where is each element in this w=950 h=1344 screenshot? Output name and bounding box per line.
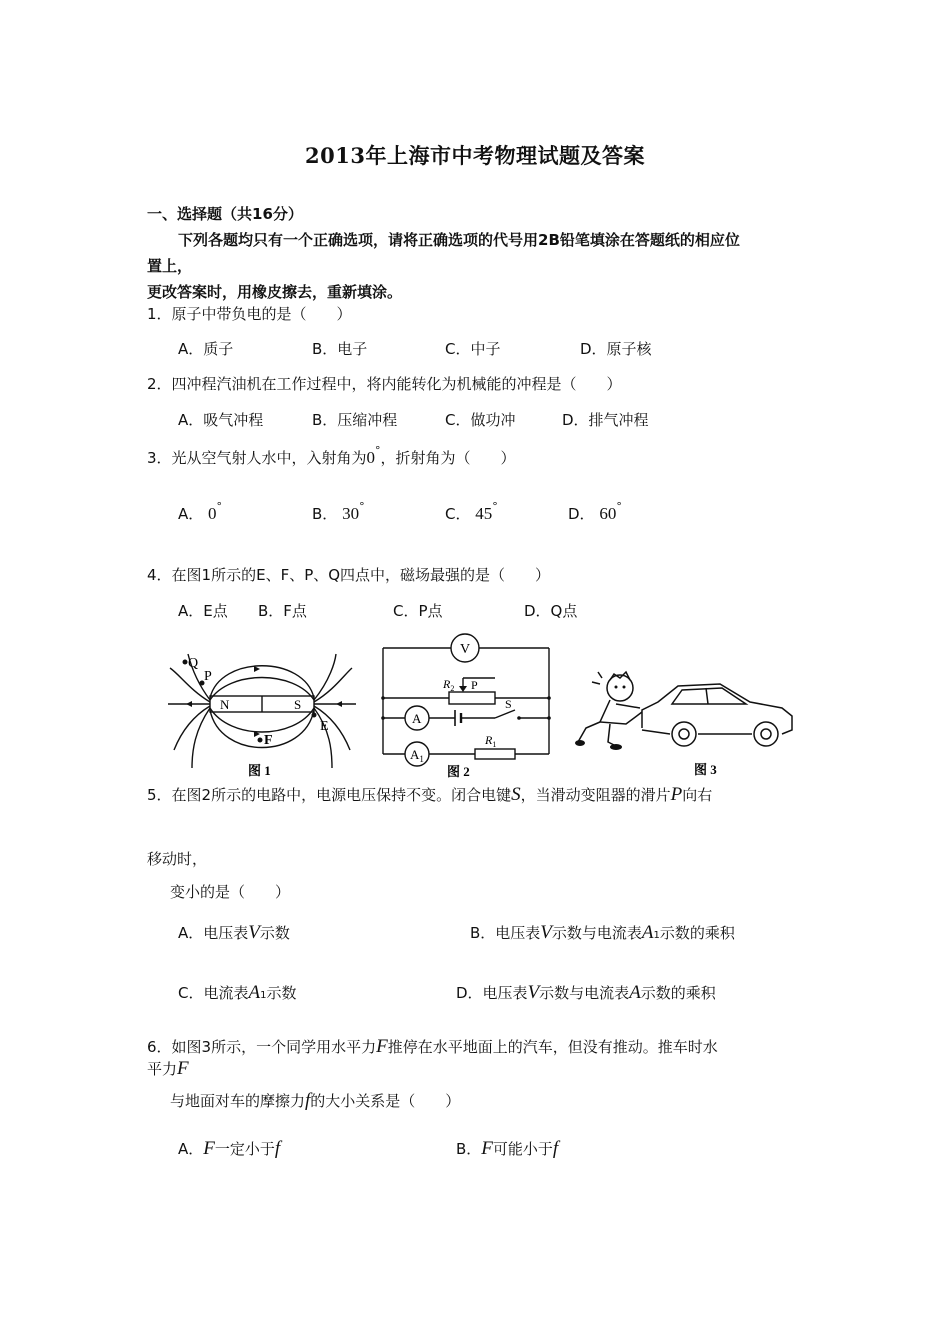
q1-option-c[interactable]: C．中子 <box>445 340 501 358</box>
q4-stem: 4．在图1所示的E、F、P、Q四点中，磁场最强的是（ ） <box>147 566 551 584</box>
q4-option-d[interactable]: D．Q点 <box>524 602 578 620</box>
point-q-dot <box>183 660 188 665</box>
switch-s <box>495 710 515 718</box>
ammeter-a1-label: $A_1$ <box>410 747 424 764</box>
q2-option-d[interactable]: D．排气冲程 <box>562 411 649 429</box>
car-wheel-rear <box>754 722 778 746</box>
q4-option-b[interactable]: B．F点 <box>258 602 307 620</box>
switch-s-label: S <box>505 697 512 711</box>
q2-stem: 2．四冲程汽油机在工作过程中，将内能转化为机械能的冲程是（ ） <box>147 375 622 393</box>
q3-option-b[interactable]: B． 30° <box>312 500 365 523</box>
q5-option-d[interactable]: D．电压表V示数与电流表A示数的乘积 <box>456 982 716 1003</box>
q3-option-d[interactable]: D． 60° <box>568 500 622 523</box>
q3-option-c[interactable]: C． 45° <box>445 500 498 523</box>
degree-symbol: ° <box>375 444 381 457</box>
q5-stem-line-2: 移动时， <box>147 850 208 868</box>
q5-option-b[interactable]: B．电压表V示数与电流表A1示数的乘积 <box>470 922 735 943</box>
ammeter-a-label: A <box>412 711 422 726</box>
q4-option-c[interactable]: C．P点 <box>393 602 443 620</box>
resistor-r1 <box>475 749 515 759</box>
figure-1-magnet <box>160 650 360 780</box>
figure-3-caption: 图 3 <box>694 762 717 777</box>
figure-3-push-car <box>570 650 800 780</box>
instruction-line-3: 更改答案时，用橡皮擦去，重新填涂。 <box>147 283 403 301</box>
q2-option-b[interactable]: B．压缩冲程 <box>312 411 398 429</box>
q3-stem: 3．光从空气射人水中，入射角为0°，折射角为（ ） <box>147 444 516 467</box>
car-wheel-front <box>672 722 696 746</box>
label-p: P <box>204 669 212 684</box>
point-e-dot <box>312 713 317 718</box>
q6-stem-line-2: 平力F <box>147 1058 189 1079</box>
resistor-r2 <box>449 692 495 704</box>
slider-p-label: P <box>471 678 478 692</box>
q5-option-a[interactable]: A．电压表V示数 <box>178 922 290 943</box>
label-e: E <box>320 719 329 734</box>
label-q: Q <box>188 656 199 671</box>
q1-stem: 1．原子中带负电的是（ ） <box>147 305 352 323</box>
voltmeter-label: V <box>460 642 471 657</box>
instruction-line-1: 下列各题均只有一个正确选项，请将正确选项的代号用2B铅笔填涂在答题纸的相应位 <box>178 231 740 249</box>
label-s: S <box>294 697 302 712</box>
car-body <box>642 684 792 734</box>
page-title: 2013年上海市中考物理试题及答案 <box>305 143 645 168</box>
q6-option-a[interactable]: A．F一定小于f <box>178 1138 281 1159</box>
q6-option-b[interactable]: B．F可能小于f <box>456 1138 559 1159</box>
point-f-dot <box>258 738 263 743</box>
q3-angle-value: 0 <box>366 448 376 467</box>
instruction-line-2: 置上， <box>147 257 193 275</box>
r2-label: $R_2$ <box>443 677 455 693</box>
figure-2-circuit <box>375 632 555 780</box>
q5-stem: 5．在图2所示的电路中，电源电压保持不变。闭合电键S，当滑动变阻器的滑片P向右 <box>147 784 713 805</box>
q4-option-a[interactable]: A．E点 <box>178 602 228 620</box>
q6-stem-line-3: 与地面对车的摩擦力f的大小关系是（ ） <box>170 1090 461 1111</box>
figure-1-caption: 图 1 <box>248 763 271 778</box>
q5-option-c[interactable]: C．电流表A1示数 <box>178 982 297 1003</box>
q2-option-c[interactable]: C．做功冲 <box>445 411 516 429</box>
r1-label: $R_1$ <box>485 733 497 749</box>
figure-2-caption: 图 2 <box>447 764 470 779</box>
label-f: F <box>264 733 273 748</box>
q1-option-b[interactable]: B．电子 <box>312 340 368 358</box>
q6-stem: 6．如图3所示，一个同学用水平力F推停在水平地面上的汽车，但没有推动。推车时水 <box>147 1036 718 1057</box>
label-n: N <box>220 697 230 712</box>
q3-option-a[interactable]: A． 0° <box>178 500 223 523</box>
q1-option-a[interactable]: A．质子 <box>178 340 234 358</box>
q2-option-a[interactable]: A．吸气冲程 <box>178 411 264 429</box>
q1-option-d[interactable]: D．原子核 <box>580 340 652 358</box>
section-heading: 一、选择题（共16分） <box>147 205 303 223</box>
q5-stem-line-3: 变小的是（ ） <box>170 883 291 901</box>
